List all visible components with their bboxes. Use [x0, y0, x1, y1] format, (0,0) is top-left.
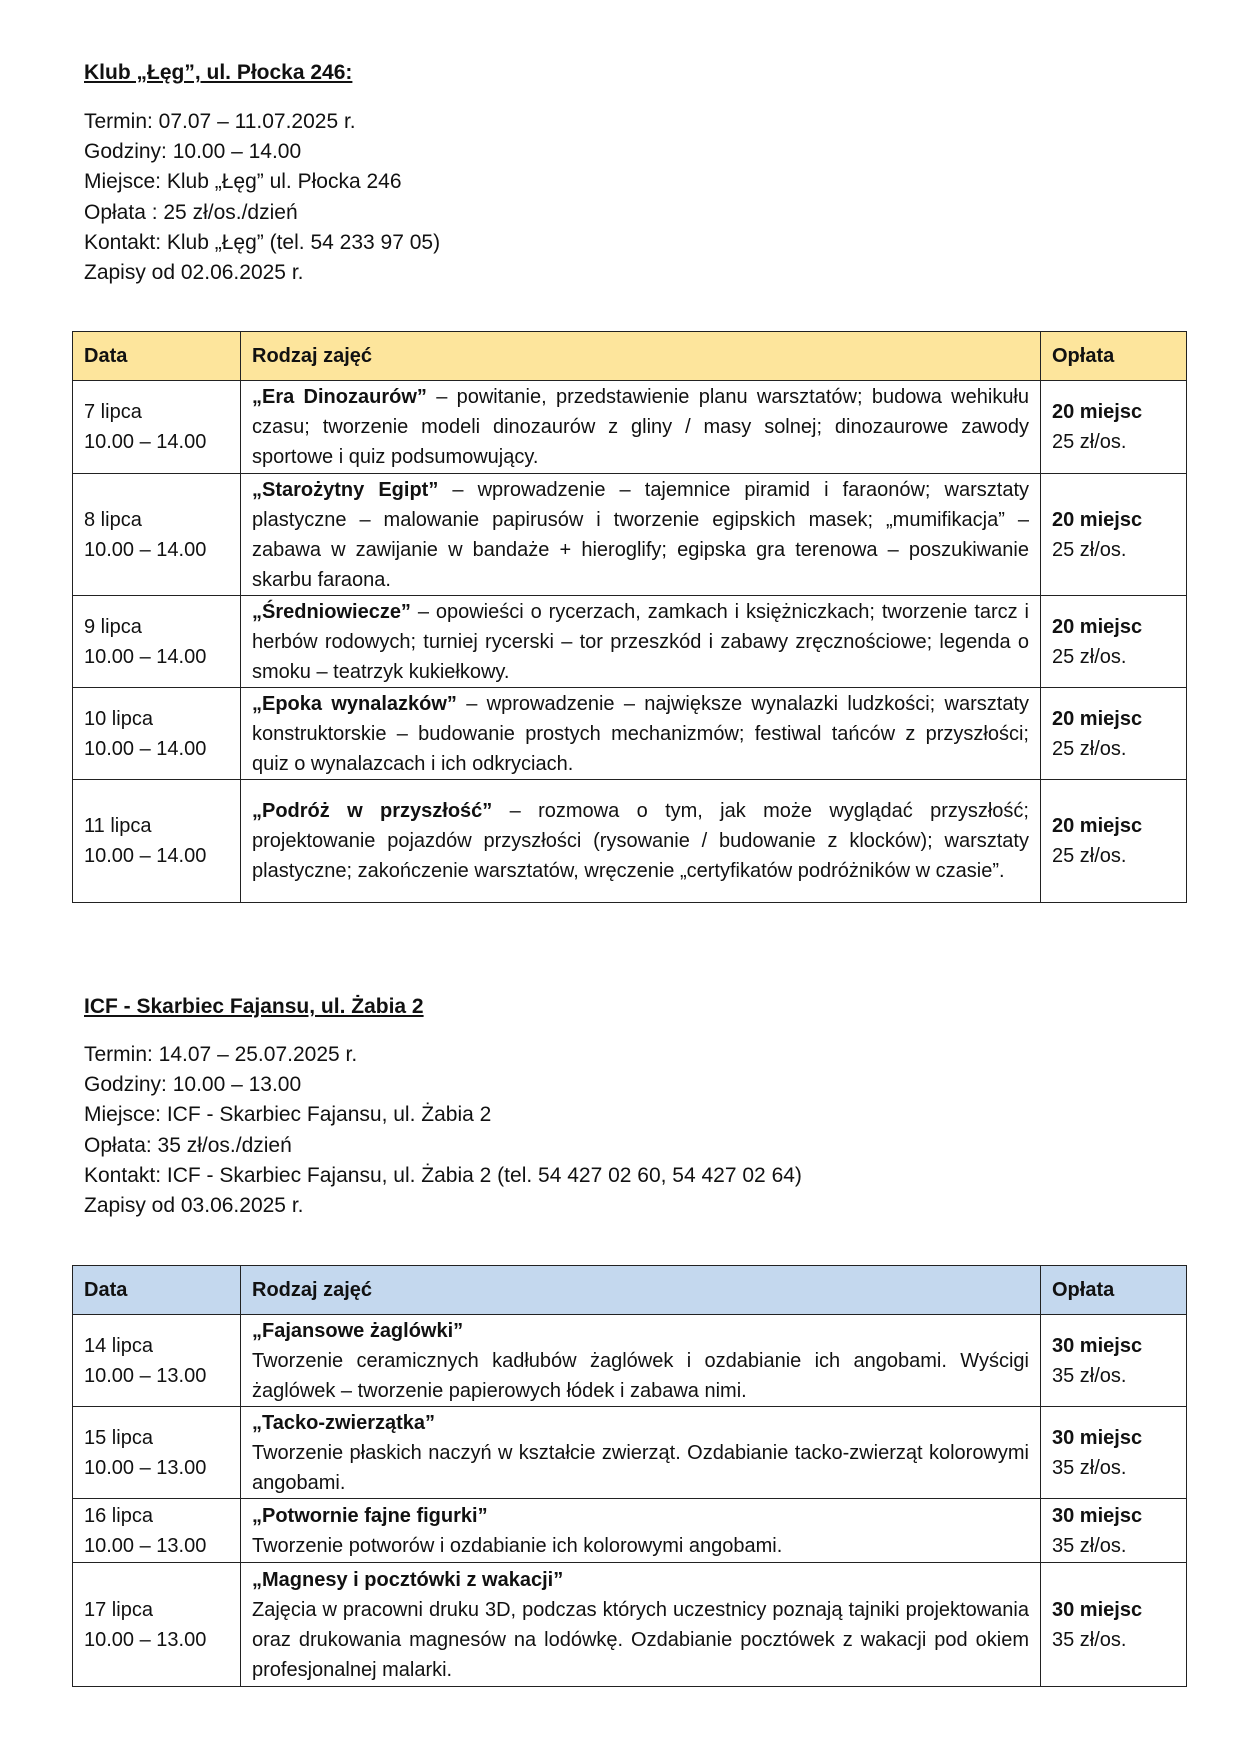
places-text: 30 miejsc [1052, 1426, 1143, 1449]
info-place: Miejsce: Klub „Łęg” ul. Płocka 246 [84, 170, 402, 194]
activity-topic: „Tacko-zwierzątka” [252, 1411, 436, 1434]
date-text: 8 lipca [84, 508, 142, 531]
date-text: 9 lipca [84, 615, 142, 638]
activity-description: Zajęcia w pracowni druku 3D, podczas których uczestnicy poznają tajniki projektowania oraz drukowania magnesów na lodówkę. Ozdabianie pocztówek z wakacji pod okiem profesjonalnej malarki. [252, 1598, 1029, 1681]
info-block-skarbiec-fajansu [84, 1040, 802, 1221]
date-cell [73, 1499, 241, 1563]
price-text: 25 zł/os. [1052, 845, 1127, 867]
date-cell [73, 474, 241, 596]
date-cell [73, 1563, 241, 1687]
time-text: 10.00 – 13.00 [84, 1456, 207, 1479]
price-text: 25 zł/os. [1052, 737, 1127, 760]
places-text: 30 miejsc [1052, 1504, 1143, 1527]
activity-description: – wprowadzenie – tajemnice piramid i faraonów; warsztaty plastyczne – malowanie papirusów i tworzenie egipskich masek; „mumifikacja” – zabawa w zawijanie w bandaże + hieroglify; egipska gra terenowa – poszukiwanie skarbu faraona. [252, 478, 1029, 591]
date-text: 7 lipca [84, 401, 142, 423]
info-fee: Opłata: 35 zł/os./dzień [84, 1133, 292, 1157]
time-text: 10.00 – 14.00 [84, 737, 207, 760]
info-registration: Zapisy od 03.06.2025 r. [84, 1194, 304, 1218]
time-text: 10.00 – 14.00 [84, 845, 207, 867]
time-text: 10.00 – 13.00 [84, 1534, 207, 1557]
table-row [73, 1499, 1187, 1563]
fee-cell [1041, 1499, 1187, 1563]
fee-cell [1041, 381, 1187, 474]
activity-cell [241, 1407, 1041, 1499]
date-cell [73, 381, 241, 474]
schedule-table-skarbiec-fajansu [72, 1265, 1187, 1687]
date-text: 14 lipca [84, 1334, 153, 1357]
info-block-klub-leg [84, 107, 440, 288]
places-text: 30 miejsc [1052, 1334, 1143, 1357]
activity-description: – opowieści o rycerzach, zamkach i księżniczkach; tworzenie tarcz i herbów rodowych; turniej rycerski – tor przeszkód i zabawy zręcznościowe; legenda o smoku – teatrzyk kukiełkowy. [252, 600, 1029, 683]
activity-cell [241, 688, 1041, 780]
places-text: 20 miejsc [1052, 707, 1143, 730]
price-text: 35 zł/os. [1052, 1364, 1127, 1387]
date-text: 16 lipca [84, 1504, 153, 1527]
activity-cell [241, 1315, 1041, 1407]
column-header-activity: Rodzaj zajęć [241, 332, 1041, 381]
date-text: 10 lipca [84, 707, 153, 730]
price-text: 25 zł/os. [1052, 538, 1127, 561]
activity-topic: „Średniowiecze” [252, 600, 411, 623]
places-text: 20 miejsc [1052, 508, 1143, 531]
fee-cell [1041, 780, 1187, 903]
activity-description: Tworzenie potworów i ozdabianie ich kolorowymi angobami. [252, 1534, 783, 1557]
date-cell [73, 1407, 241, 1499]
date-text: 11 lipca [84, 815, 152, 837]
column-header-date: Data [73, 332, 241, 381]
time-text: 10.00 – 14.00 [84, 645, 207, 668]
price-text: 25 zł/os. [1052, 431, 1127, 453]
column-header-date: Data [73, 1266, 241, 1315]
date-cell [73, 1315, 241, 1407]
table-row [73, 1563, 1187, 1687]
price-text: 25 zł/os. [1052, 645, 1127, 668]
table-row [73, 1407, 1187, 1499]
activity-cell [241, 381, 1041, 474]
fee-cell [1041, 688, 1187, 780]
table-row [73, 381, 1187, 474]
places-text: 30 miejsc [1052, 1598, 1143, 1621]
date-cell [73, 780, 241, 903]
date-text: 15 lipca [84, 1426, 153, 1449]
fee-cell [1041, 474, 1187, 596]
schedule-table-klub-leg [72, 331, 1187, 903]
fee-cell [1041, 1407, 1187, 1499]
places-text: 20 miejsc [1052, 815, 1143, 837]
info-term: Termin: 07.07 – 11.07.2025 r. [84, 110, 356, 133]
activity-cell [241, 474, 1041, 596]
activity-description: – powitanie, przedstawienie planu warsztatów; budowa wehikułu czasu; tworzenie modeli dinozaurów z gliny / masy solnej; dinozaurowe zawody sportowe i quiz podsumowujący. [252, 386, 1030, 468]
activity-description: Tworzenie ceramicznych kadłubów żaglówek i ozdabianie ich angobami. Wyścigi żaglówek – tworzenie papierowych łódek i zabawa nimi. [252, 1349, 1029, 1402]
activity-topic: „Magnesy i pocztówki z wakacji” [252, 1568, 564, 1591]
table-row [73, 1315, 1187, 1407]
column-header-fee: Opłata [1041, 332, 1187, 381]
info-hours: Godziny: 10.00 – 13.00 [84, 1073, 302, 1097]
price-text: 35 zł/os. [1052, 1456, 1127, 1479]
activity-cell [241, 1499, 1041, 1563]
activity-description: – rozmowa o tym, jak może wyglądać przyszłość; projektowanie pojazdów przyszłości (rysowanie / budowanie z klocków); warsztaty plastyczne; zakończenie warsztatów, wręczenie „certyfikatów podróżników w czasie”. [252, 800, 1029, 882]
info-term: Termin: 14.07 – 25.07.2025 r. [84, 1043, 358, 1066]
info-contact: Kontakt: Klub „Łęg” (tel. 54 233 97 05) [84, 230, 441, 254]
places-text: 20 miejsc [1052, 615, 1143, 638]
table-row [73, 596, 1187, 688]
date-cell [73, 688, 241, 780]
column-header-fee: Opłata [1041, 1266, 1187, 1315]
info-contact: Kontakt: ICF - Skarbiec Fajansu, ul. Żabia 2 (tel. 54 427 02 60, 54 427 02 64) [84, 1163, 802, 1187]
table-row [73, 780, 1187, 903]
time-text: 10.00 – 13.00 [84, 1364, 207, 1387]
info-hours: Godziny: 10.00 – 14.00 [84, 140, 302, 164]
fee-cell [1041, 1563, 1187, 1687]
table-row [73, 688, 1187, 780]
table-row [73, 474, 1187, 596]
time-text: 10.00 – 14.00 [84, 538, 207, 561]
date-cell [73, 596, 241, 688]
section-title-skarbiec-fajansu: ICF - Skarbiec Fajansu, ul. Żabia 2 [84, 995, 424, 1018]
time-text: 10.00 – 13.00 [84, 1628, 207, 1651]
fee-cell [1041, 596, 1187, 688]
table-header-row [73, 332, 1187, 381]
activity-topic: „Potwornie fajne figurki” [252, 1504, 488, 1527]
section-title-klub-leg: Klub „Łęg”, ul. Płocka 246: [84, 61, 353, 84]
info-place: Miejsce: ICF - Skarbiec Fajansu, ul. Żabia 2 [84, 1103, 492, 1127]
price-text: 35 zł/os. [1052, 1628, 1127, 1651]
price-text: 35 zł/os. [1052, 1534, 1127, 1557]
activity-topic: „Epoka wynalazków” [252, 692, 457, 715]
places-text: 20 miejsc [1052, 401, 1143, 423]
activity-description: Tworzenie płaskich naczyń w kształcie zwierząt. Ozdabianie tacko-zwierząt kolorowymi angobami. [252, 1441, 1029, 1494]
activity-topic: „Podróż w przyszłość” [252, 800, 493, 822]
activity-cell [241, 1563, 1041, 1687]
activity-description: – wprowadzenie – największe wynalazki ludzkości; warsztaty konstruktorskie – budowanie prostych mechanizmów; festiwal tańców z przyszłości; quiz o wynalazcach i ich odkryciach. [252, 692, 1030, 775]
activity-cell [241, 780, 1041, 903]
activity-topic: „Era Dinozaurów” [252, 386, 427, 408]
activity-topic: „Starożytny Egipt” [252, 478, 439, 501]
fee-cell [1041, 1315, 1187, 1407]
activity-topic: „Fajansowe żaglówki” [252, 1319, 464, 1342]
column-header-activity: Rodzaj zajęć [241, 1266, 1041, 1315]
table-header-row [73, 1266, 1187, 1315]
activity-cell [241, 596, 1041, 688]
time-text: 10.00 – 14.00 [84, 431, 207, 453]
info-registration: Zapisy od 02.06.2025 r. [84, 261, 304, 285]
date-text: 17 lipca [84, 1598, 153, 1621]
info-fee: Opłata : 25 zł/os./dzień [84, 200, 298, 224]
